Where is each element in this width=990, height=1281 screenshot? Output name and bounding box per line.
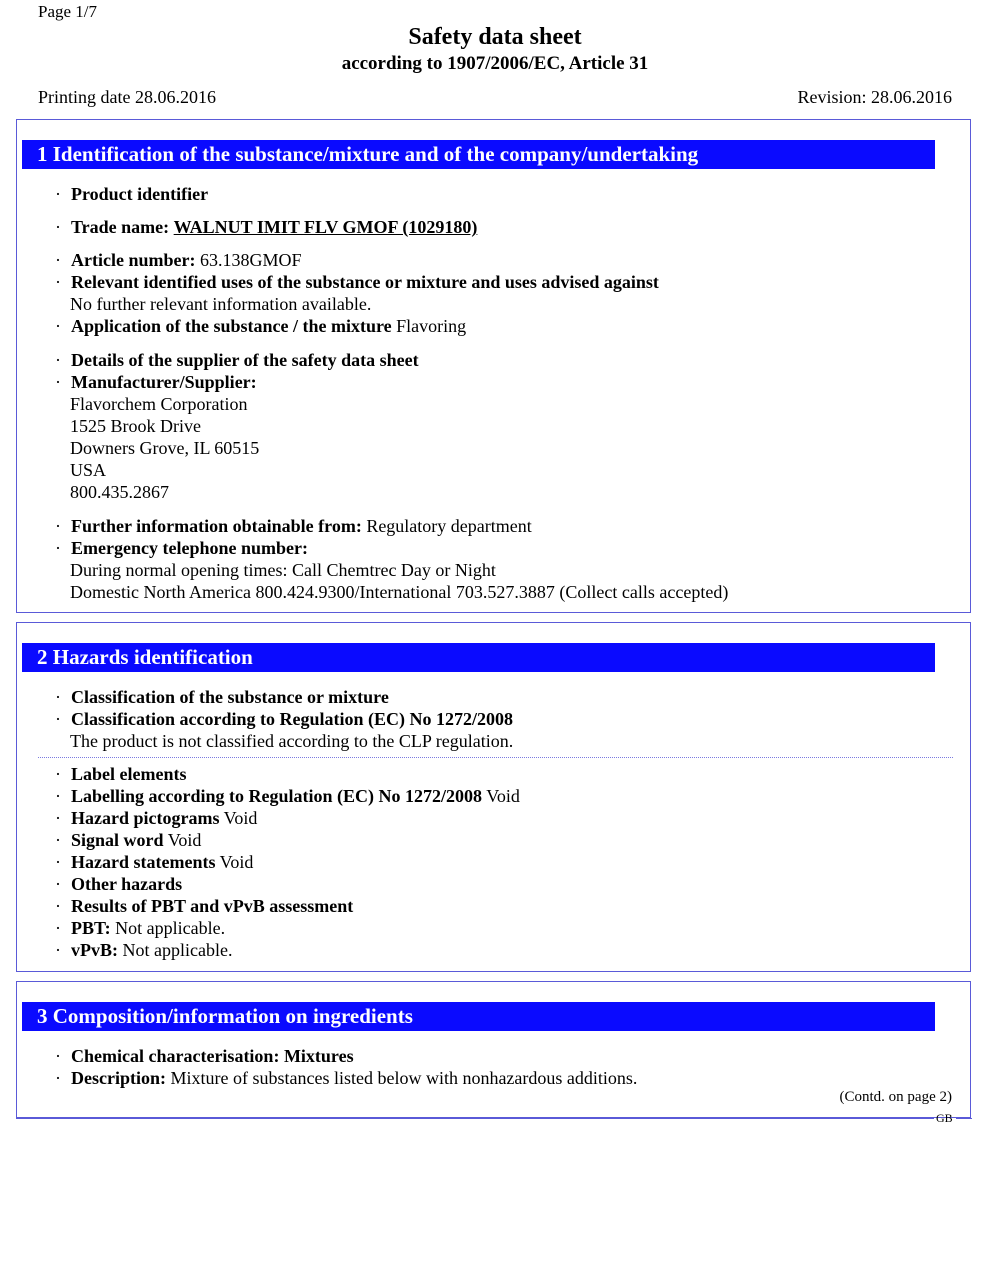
printing-date: Printing date 28.06.2016 — [38, 87, 216, 107]
signal-word-value: Void — [167, 830, 202, 850]
further-info-label: Further information obtainable from: — [71, 516, 362, 536]
chemical-characterisation-label: Chemical characterisation: Mixtures — [71, 1046, 354, 1066]
address-line: 1525 Brook Drive — [70, 416, 201, 436]
classification-line: · Classification of the substance or mixture — [55, 687, 389, 707]
application-line: · Application of the substance / the mixture Flavoring — [55, 316, 467, 336]
emergency-text: During normal opening times: Call Chemtrec Day or Night — [70, 560, 496, 580]
classification-reg-label: Classification according to Regulation (EC) No 1272/2008 — [71, 709, 513, 729]
address-line: Flavorchem Corporation — [70, 394, 248, 414]
country-code: GB — [936, 1111, 953, 1125]
manufacturer-label: Manufacturer/Supplier: — [71, 372, 257, 392]
vpvb-line: · vPvB: Not applicable. — [55, 940, 233, 960]
revision-date: Revision: 28.06.2016 — [797, 87, 952, 107]
product-identifier-line: · Product identifier — [55, 184, 209, 204]
further-info-line: · Further information obtainable from: Regulatory department — [55, 516, 532, 536]
classification-reg-line: · Classification according to Regulation (EC) No 1272/2008 — [55, 709, 513, 729]
pbt-value: Not applicable. — [115, 918, 226, 938]
pbt-results-line: · Results of PBT and vPvB assessment — [55, 896, 354, 916]
article-number-line: · Article number: 63.138GMOF — [55, 250, 302, 270]
signal-word-label: Signal word — [71, 830, 164, 850]
supplier-details-line: · Details of the supplier of the safety data sheet — [55, 350, 419, 370]
labelling-label: Labelling according to Regulation (EC) No 1272/2008 — [71, 786, 483, 806]
address-line: USA — [70, 460, 107, 480]
section-1-heading: 1 Identification of the substance/mixture and of the company/undertaking — [22, 140, 935, 169]
labelling-line: · Labelling according to Regulation (EC) No 1272/2008 Void — [55, 786, 520, 806]
label-elements-line: · Label elements — [55, 764, 187, 784]
pictograms-line: · Hazard pictograms Void — [55, 808, 258, 828]
vpvb-label: vPvB: — [71, 940, 118, 960]
emergency-text: Domestic North America 800.424.9300/International 703.527.3887 (Collect calls accepted) — [70, 582, 729, 602]
description-line: · Description: Mixture of substances listed below with nonhazardous additions. — [55, 1068, 638, 1088]
article-number-value: 63.138GMOF — [199, 250, 302, 270]
manufacturer-line: · Manufacturer/Supplier: — [55, 372, 257, 392]
other-hazards-label: Other hazards — [71, 874, 183, 894]
pbt-results-label: Results of PBT and vPvB assessment — [71, 896, 354, 916]
labelling-value: Void — [486, 786, 520, 806]
signal-word-line: · Signal word Void — [55, 830, 202, 850]
address-line: 800.435.2867 — [70, 482, 169, 502]
pictograms-value: Void — [223, 808, 258, 828]
vpvb-value: Not applicable. — [122, 940, 233, 960]
label-elements-label: Label elements — [71, 764, 187, 784]
trade-name-value: WALNUT IMIT FLV GMOF (1029180) — [173, 217, 478, 237]
footer-rule-right — [956, 1118, 972, 1119]
product-identifier-label: Product identifier — [71, 184, 209, 204]
hazard-statements-value: Void — [219, 852, 254, 872]
chemical-characterisation-line: · Chemical characterisation: Mixtures — [55, 1046, 354, 1066]
address-line: Downers Grove, IL 60515 — [70, 438, 260, 458]
description-value: Mixture of substances listed below with nonhazardous additions. — [170, 1068, 638, 1088]
relevant-uses-line: · Relevant identified uses of the substance or mixture and uses advised against — [55, 272, 659, 292]
hazard-statements-line: · Hazard statements Void — [55, 852, 254, 872]
application-value: Flavoring — [396, 316, 467, 336]
trade-name-label: Trade name: — [71, 217, 170, 237]
relevant-uses-label: Relevant identified uses of the substance or mixture and uses advised against — [71, 272, 659, 292]
section-2-heading: 2 Hazards identification — [22, 643, 935, 672]
footer-rule-left — [16, 1118, 934, 1119]
relevant-uses-value: No further relevant information available. — [70, 294, 372, 314]
description-label: Description: — [71, 1068, 166, 1088]
article-number-label: Article number: — [71, 250, 196, 270]
trade-name-line: · Trade name: WALNUT IMIT FLV GMOF (1029180) — [55, 217, 478, 237]
application-label: Application of the substance / the mixture — [71, 316, 392, 336]
document-title: Safety data sheet — [408, 24, 582, 50]
further-info-value: Regulatory department — [366, 516, 532, 536]
hazard-statements-label: Hazard statements — [71, 852, 216, 872]
emergency-line: · Emergency telephone number: — [55, 538, 308, 558]
dotted-divider — [38, 757, 953, 758]
supplier-details-label: Details of the supplier of the safety data sheet — [71, 350, 419, 370]
pbt-line: · PBT: Not applicable. — [55, 918, 226, 938]
continued-note: (Contd. on page 2) — [839, 1089, 952, 1105]
classification-text: The product is not classified according to the CLP regulation. — [70, 731, 514, 751]
other-hazards-line: · Other hazards — [55, 874, 183, 894]
pbt-label: PBT: — [71, 918, 111, 938]
classification-label: Classification of the substance or mixture — [71, 687, 389, 707]
emergency-label: Emergency telephone number: — [71, 538, 308, 558]
section-3-heading: 3 Composition/information on ingredients — [22, 1002, 935, 1031]
page-number: Page 1/7 — [38, 2, 98, 21]
pictograms-label: Hazard pictograms — [71, 808, 220, 828]
document-subtitle: according to 1907/2006/EC, Article 31 — [341, 53, 649, 74]
